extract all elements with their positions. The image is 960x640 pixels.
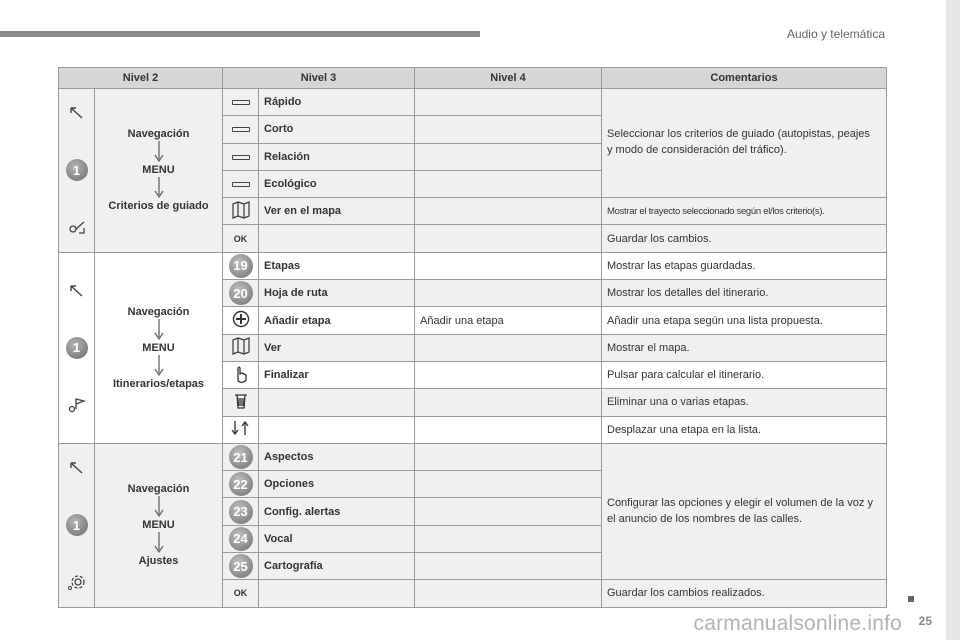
menu-label: Config. alertas: [259, 498, 415, 525]
level4-cell: [415, 525, 602, 552]
level4-cell: [415, 361, 602, 388]
table-row: [59, 89, 887, 116]
menu-label: [259, 225, 415, 252]
finger-press-icon: [231, 364, 251, 384]
level4-cell: [415, 334, 602, 361]
navigation-arrow-icon: [67, 283, 87, 299]
arrow-down-icon: [153, 495, 165, 519]
flow-step: MENU: [142, 519, 175, 532]
step-badge: 1: [66, 514, 88, 536]
menu-label: Ver: [259, 334, 415, 361]
level4-cell: [415, 498, 602, 525]
comment-cell: Eliminar una o varias etapas.: [602, 389, 887, 416]
level4-cell: [415, 580, 602, 607]
section-marker: [908, 596, 914, 602]
level4-cell: [415, 553, 602, 580]
comment-cell: Guardar los cambios realizados.: [602, 580, 887, 607]
level4-cell: [415, 471, 602, 498]
flag-route-icon: [67, 397, 87, 413]
step-badge: 20: [229, 281, 253, 305]
menu-label: Ecológico: [259, 170, 415, 197]
menu-label: Corto: [259, 116, 415, 143]
option-bar-icon: [232, 155, 250, 160]
header-comentarios: Comentarios: [602, 68, 887, 89]
group3-flow: [95, 443, 223, 607]
level4-cell: [415, 143, 602, 170]
reorder-arrows-icon: [229, 418, 253, 438]
group3-icons: [59, 443, 95, 607]
step-badge: 24: [229, 527, 253, 551]
level4-cell: [415, 252, 602, 279]
menu-label: Opciones: [259, 471, 415, 498]
menu-label: [259, 416, 415, 443]
option-bar-icon: [232, 182, 250, 187]
ok-label: OK: [233, 588, 248, 599]
group1-flow: [95, 89, 223, 253]
menu-label: Rápido: [259, 89, 415, 116]
arrow-down-icon: [153, 176, 165, 200]
menu-label: Cartografía: [259, 553, 415, 580]
add-stop-icon: [231, 309, 251, 329]
menu-label: Hoja de ruta: [259, 280, 415, 307]
route-settings-icon: [67, 219, 87, 235]
ok-label: OK: [233, 233, 248, 244]
level4-cell: [415, 170, 602, 197]
comment-cell: Mostrar el mapa.: [602, 334, 887, 361]
flow-step: Criterios de guiado: [108, 200, 209, 213]
header-nivel-2: Nivel 2: [59, 68, 223, 89]
option-bar-icon: [232, 127, 250, 132]
menu-label: Finalizar: [259, 361, 415, 388]
step-badge: 22: [229, 472, 253, 496]
flow-step: Ajustes: [138, 555, 179, 568]
flow-step: MENU: [142, 164, 175, 177]
group2-icons: [59, 252, 95, 443]
flow-step: Itinerarios/etapas: [112, 377, 205, 390]
comment-cell: Añadir una etapa según una lista propuesta.: [602, 307, 887, 334]
side-strip: [946, 0, 960, 640]
group1-icons: [59, 89, 95, 253]
navigation-menu-table: [58, 67, 887, 608]
level4-cell: [415, 225, 602, 252]
map-icon: [231, 201, 251, 219]
trash-icon: [231, 391, 251, 411]
arrow-down-icon: [153, 140, 165, 164]
level4-cell: [415, 198, 602, 225]
menu-label: Ver en el mapa: [259, 198, 415, 225]
map-icon: [231, 337, 251, 355]
arrow-down-icon: [153, 318, 165, 342]
menu-label: Relación: [259, 143, 415, 170]
comment-cell: Seleccionar los criterios de guiado (autopistas, peajes y modo de consideración del tráfico).: [602, 89, 887, 198]
level4-cell: [415, 443, 602, 470]
comment-cell: Mostrar las etapas guardadas.: [602, 252, 887, 279]
flow-step: Navegación: [127, 483, 190, 496]
menu-label: Vocal: [259, 525, 415, 552]
header-nivel-4: Nivel 4: [415, 68, 602, 89]
comment-cell: Configurar las opciones y elegir el volumen de la voz y el anuncio de los nombres de las calles.: [602, 443, 887, 579]
menu-label: Añadir etapa: [259, 307, 415, 334]
comment-cell: Pulsar para calcular el itinerario.: [602, 361, 887, 388]
level4-cell: Añadir una etapa: [415, 307, 602, 334]
menu-label: Aspectos: [259, 443, 415, 470]
step-badge: 25: [229, 554, 253, 578]
menu-label: [259, 580, 415, 607]
level4-cell: [415, 89, 602, 116]
navigation-arrow-icon: [67, 460, 87, 476]
arrow-down-icon: [153, 531, 165, 555]
step-badge: 1: [66, 337, 88, 359]
step-badge: 21: [229, 445, 253, 469]
arrow-down-icon: [153, 354, 165, 378]
comment-cell: Guardar los cambios.: [602, 225, 887, 252]
level4-cell: [415, 416, 602, 443]
level4-cell: [415, 116, 602, 143]
flow-step: Navegación: [127, 305, 190, 318]
navigation-arrow-icon: [67, 105, 87, 121]
comment-cell: Desplazar una etapa en la lista.: [602, 416, 887, 443]
group2-flow: [95, 252, 223, 443]
level4-cell: [415, 389, 602, 416]
step-badge: 1: [66, 159, 88, 181]
step-badge: 19: [229, 254, 253, 278]
menu-label: Etapas: [259, 252, 415, 279]
flow-step: MENU: [142, 341, 175, 354]
table-row: [59, 443, 887, 470]
level4-cell: [415, 280, 602, 307]
comment-cell: Mostrar el trayecto seleccionado según el/los criterio(s).: [602, 198, 887, 225]
page-number: 25: [918, 614, 932, 628]
header-nivel-3: Nivel 3: [223, 68, 415, 89]
table-row: [59, 252, 887, 279]
header-rule: [0, 31, 480, 37]
menu-label: [259, 389, 415, 416]
watermark: carmanualsonline.info: [693, 612, 902, 635]
step-badge: 23: [229, 500, 253, 524]
flow-step: Navegación: [127, 128, 190, 141]
gear-icon: [67, 574, 87, 590]
option-bar-icon: [232, 100, 250, 105]
page-section-title: Audio y telemática: [786, 27, 885, 41]
comment-cell: Mostrar los detalles del itinerario.: [602, 280, 887, 307]
